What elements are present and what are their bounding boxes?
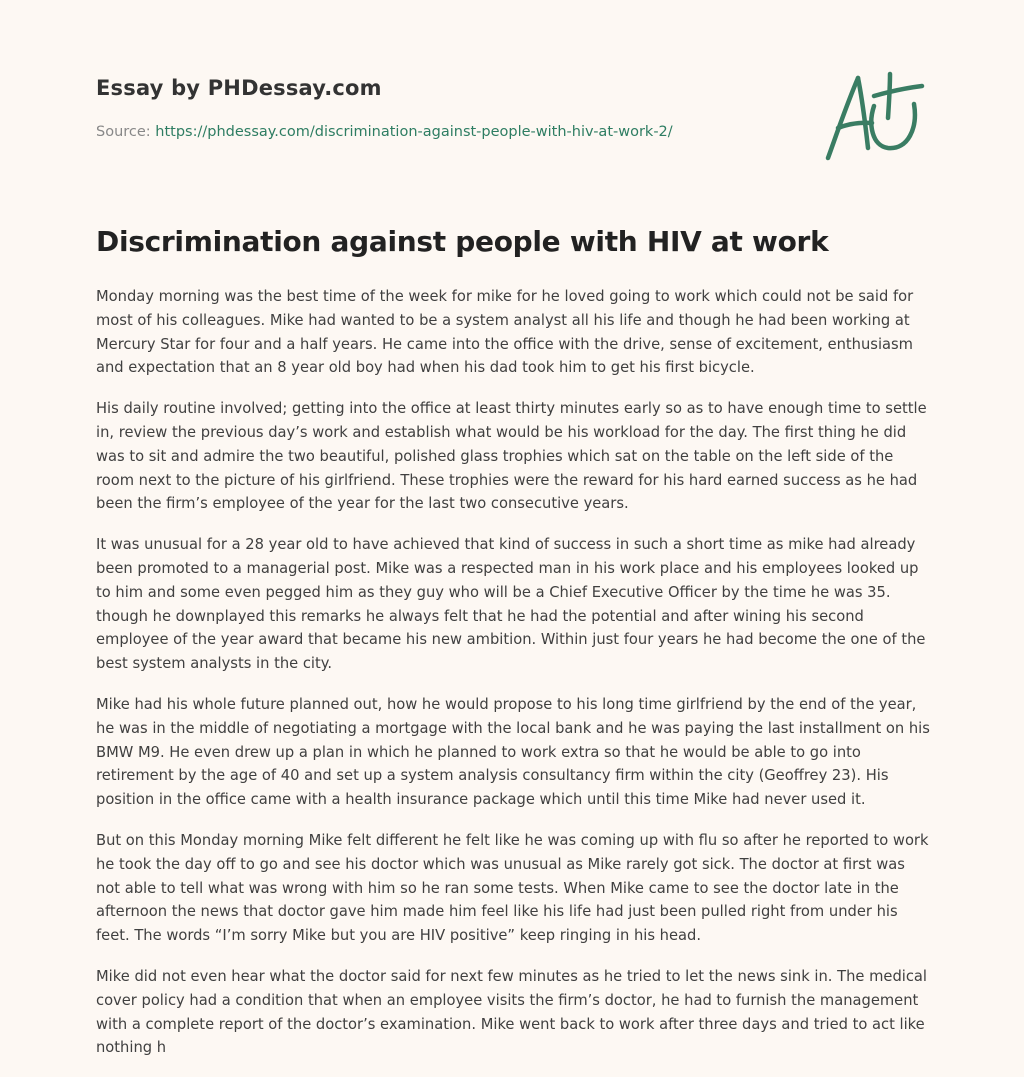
essay-body <box>96 285 930 1077</box>
logo-a-right-stroke <box>858 78 868 148</box>
a-plus-logo <box>818 66 930 166</box>
essay-paragraph: Monday morning was the best time of the week for mike for he loved going to work which could not be said for most of his colleagues. Mike had wanted to be a system analyst all his life and though he had been working at Mercury Star for four and a half years. He came into the office with the drive, sense of excitement, enthusiasm and expectation that an 8 year old boy had when his dad took him to get his first bicycle. <box>96 288 914 377</box>
essay-paragraph: It was unusual for a 28 year old to have achieved that kind of success in such a short time as mike had already been promoted to a managerial post. Mike was a respected man in his work place and his employees looked up to him and some even pegged him as they guy who will be a Chief Executive Officer by the time he was 35. though he downplayed this remarks he always felt that he had the potential and after wining his second employee of the year award that became his new ambition. Within just four years he had become the one of the best system analysts in the city. <box>96 536 926 673</box>
logo-plus-swirl <box>871 104 915 148</box>
logo-plus-horizontal <box>874 86 922 96</box>
essay-paragraph: Mike did not even hear what the doctor said for next few minutes as he tried to let the news sink in. The medical cover policy had a condition that when an employee visits the firm’s doctor, he had to furnish the management with a complete report of the doctor’s examination. Mike went back to work after three days and tried to act like nothing h <box>96 967 927 1057</box>
essay-paragraph: Mike had his whole future planned out, how he would propose to his long time girlfriend by the end of the year, he was in the middle of negotiating a mortgage with the local bank and he was paying the last installment on his BMW M9. He even drew up a plan in which he planned to work extra so that he would be able to go into retirement by the age of 40 and set up a system analysis consultancy firm within the city (Geoffrey 23). His position in the office came with a health insurance package which until this time Mike had never used it. <box>96 695 930 809</box>
source-link[interactable]: https://phdessay.com/discrimination-against-people-with-hiv-at-work-2/ <box>155 124 673 140</box>
logo-plus-vertical <box>888 74 890 118</box>
source-label: Source: <box>96 124 151 140</box>
essay-paragraph: His daily routine involved; getting into the office at least thirty minutes early so as to have enough time to settle in, review the previous day’s work and establish what would be his workload for the day. The first thing he did was to sit and admire the two beautiful, polished glass trophies which sat on the table on the left side of the room next to the picture of his girlfriend. These trophies were the reward for his hard earned success as he had been the firm’s employee of the year for the last two consecutive years. <box>96 400 927 513</box>
logo-a-left-stroke <box>828 78 858 158</box>
site-name: Essay by PHDessay.com <box>96 76 382 100</box>
essay-paragraph: But on this Monday morning Mike felt different he felt like he was coming up with flu so after he reported to work he took the day off to go and see his doctor which was unusual as Mike rarely got sick. The doctor at first was not able to tell what was wrong with him so he ran some tests. When Mike came to see the doctor late in the afternoon the news that doctor gave him made him feel like his life had just been pulled right from under his feet. The words “I’m sorry Mike but you are HIV positive” keep ringing in his head. <box>96 831 929 945</box>
essay-title: Discrimination against people with HIV at work <box>96 225 829 258</box>
source-line <box>96 124 673 140</box>
